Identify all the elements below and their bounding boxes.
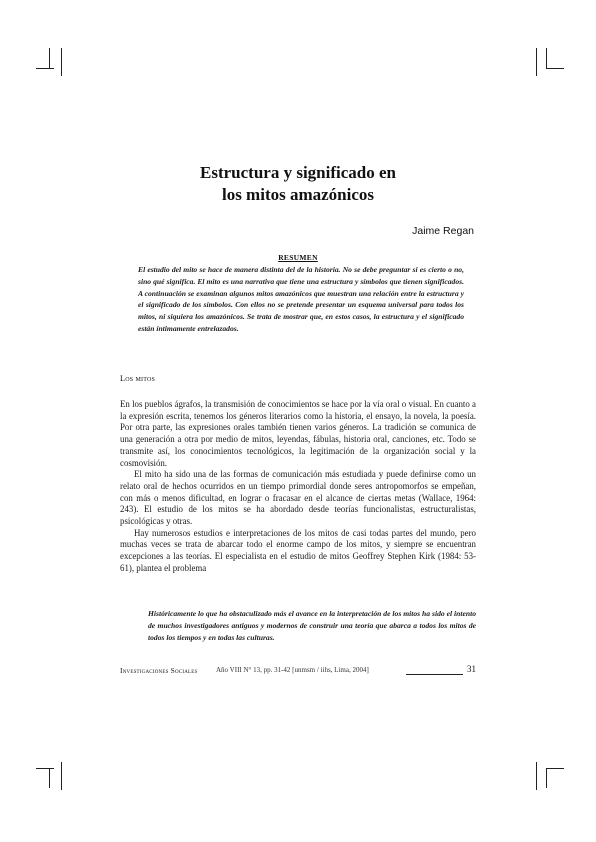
crop-mark [546, 48, 547, 68]
crop-mark [546, 768, 564, 769]
crop-mark [36, 768, 54, 769]
section-heading [120, 374, 155, 383]
crop-mark [536, 48, 537, 76]
body-text [120, 399, 476, 575]
crop-mark [61, 762, 62, 790]
issue-info: Año VIII N° 13, pp. 31-42 [unmsm / iihs, Lima, 2004] [216, 666, 369, 674]
title-line-2: los mitos amazónicos [221, 185, 375, 204]
crop-mark [36, 68, 54, 69]
article-title [0, 162, 596, 206]
journal-name: Investigaciones Sociales [120, 666, 198, 675]
abstract-heading: RESUMEN [278, 253, 318, 262]
page-number: 31 [467, 664, 476, 674]
paragraph-2: El mito ha sido una de las formas de comunicación más estudiada y puede definirse como un relato oral de hechos ocurridos en un tiempo primordial donde seres antropomorfos se empeñan, con más o menos dificultad, en lograr o fracasar en el alcance de ciertas metas (Wallace, 1964: 243). El estudio de los mitos se ha abordado desde teorías funcionalistas, estructuralistas, psicológicas y otras. [120, 469, 476, 527]
paragraph-1: En los pueblos ágrafos, la transmisión de conocimientos se hace por la vía oral o visual. En cuanto a la expresión escrita, tenemos los géneros literarios como la historia, el ensayo, la novela, la poesía. Por otra parte, las expresiones orales también tienen varios géneros. La tradición se comunica de una generación a otra por medio de mitos, leyendas, fábulas, historia oral, canciones, etc. Todo se transmite así, los conocimientos tecnológicos, la legitimación de la organización social y la cosmovisión. [120, 399, 476, 468]
crop-mark [49, 48, 50, 68]
abstract-text: El estudio del mito se hace de manera distinta del de la historia. No se debe preguntar si es cierto o no, sino qué significa. El mito es una narrativa que tiene una estructura y símbolos que tienen significados. A continuación se examinan algunos mitos amazónicos que muestran una relación entre la estructura y el significado de los símbolos. Con ellos no se pretende presentar un esquema universal para todos los mitos, ni siquiera los amazónicos. Se trata de mostrar que, en estos casos, la estructura y el significado están íntimamente entrelazados. [138, 265, 464, 333]
crop-mark [49, 768, 50, 788]
paragraph-3: Hay numerosos estudios e interpretaciones de los mitos de casi todas partes del mundo, pero muchas veces se trata de abarcar todo el enorme campo de los mitos, y siempre se encuentran excepciones a las teorías. El especialista en el estudio de mitos Geoffrey Stephen Kirk (1984: 53-61), plantea el problema [120, 527, 476, 573]
page-footer [120, 664, 476, 678]
section-heading-text: Los mitos [120, 374, 156, 383]
author-name: Jaime Regan [412, 225, 474, 237]
crop-mark [536, 762, 537, 790]
crop-mark [61, 48, 62, 76]
crop-mark [546, 68, 564, 69]
block-quote: Históricamente lo que ha obstaculizado más el avance en la interpretación de los mitos ha sido el intento de muchos investigadores antiguos y modernos de construir una teoría que abarca a todos los mitos de todos los tiempos y en todas las culturas. [148, 609, 476, 642]
crop-mark [546, 768, 547, 788]
title-line-1: Estructura y significado en [200, 163, 396, 182]
footer-rule [406, 674, 463, 675]
